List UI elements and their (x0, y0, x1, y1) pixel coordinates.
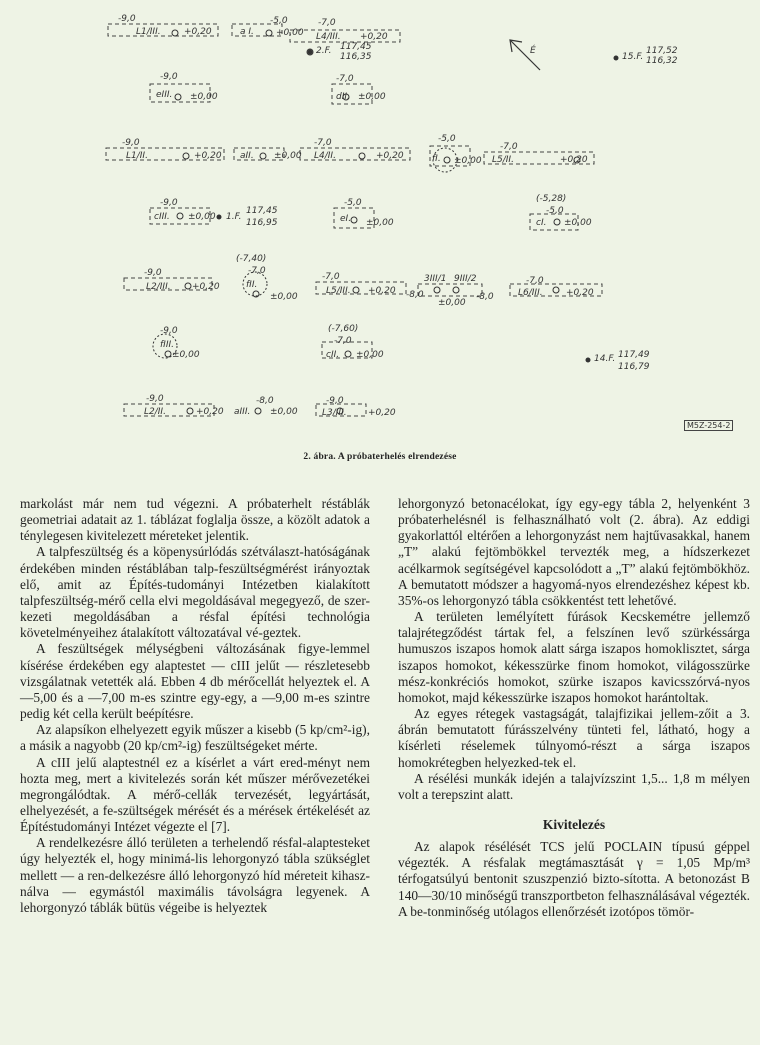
paragraph: A résélési munkák idején a talajvízszint 1,5... 1,8 m mélyen volt a terepszint alatt. (398, 770, 750, 802)
elev-label: -5,0 (344, 198, 362, 208)
paragraph: A cIII jelű alaptestnél ez a kísérlet a várt ered-ményt nem hozta meg, mert a kivitelezés során két műszer mérővezetékei megrongálódtak. A mérő-cellák tervezését, legyártását, elhelyezését, a fe-szültségek mérését és a mérések értékelését az Építéstudományi Intézet végezte el [7]. (20, 754, 370, 835)
elev-label: -9,0 (326, 396, 344, 406)
elev-label: -7,0 (314, 138, 332, 148)
plate-label: L2/II. (144, 407, 166, 417)
elev-label: ±0,00 (356, 350, 384, 360)
elev-label: -8,0 (406, 290, 424, 300)
plate-label: L2/III. (146, 282, 171, 292)
elev-label: +0,20 (360, 32, 388, 42)
paragraph: Az egyes rétegek vastagságát, talajfizikai jellem-zőit a 3. ábrán bemutatott fúrásszelvény tünteti fel, látható, hogy a kísérleti réselemek túlnyomó-részt a sárga iszapos homokrétegben helyezked-tek el. (398, 706, 750, 770)
figure-layout-plan (0, 0, 760, 440)
elev-label: +0,20 (368, 408, 396, 418)
elev-label: -7,0 (248, 266, 266, 276)
elev-label: -9,0 (118, 14, 136, 24)
elev-label: -7,0 (336, 74, 354, 84)
bore-elev: 116,35 (340, 52, 372, 62)
elev-label: -5,0 (438, 134, 456, 144)
elev-label: -7,0 (500, 142, 518, 152)
pile-label: dII. (336, 92, 350, 102)
paragraph: A területen lemélyített fúrások Kecskemétre jellemző talajrétegződést tártak fel, a felszínen levő szürkéssárga humuszos iszapos homok alatt sárga iszapos homoklisztet, sárga iszapos homokot, kékesszürke finom homokot, világosszürke mész-konkréciós homokot, szürke iszapos kavicsszórvá-nyos homokot, majd kékesszürke iszapos homokot harántoltak. (398, 609, 750, 705)
elev-label: -8,0 (256, 396, 274, 406)
elev-label: -9,0 (160, 326, 178, 336)
paragraph: A rendelkezésre álló területen a terhelendő résfal-alaptesteket úgy helyezték el, hogy minimá-lis lehorgonyzó tábla szükséglet mellett — a ren-delkezésre álló lehorgonyzó híd méreteit kihasz-nálva — egymástól maximális távolságra legyenek. A lehorgonyzó táblák bütüs végeibe is helyeztek (20, 835, 370, 915)
pile-label: eI. (340, 214, 352, 224)
pile-label: a I. (240, 27, 254, 37)
pile-label: 3III/1 (424, 274, 447, 284)
elev-label: +0,20 (368, 286, 396, 296)
elev-label: -9,0 (160, 198, 178, 208)
plate-label: L5/III. (326, 286, 351, 296)
paragraph: lehorgonyzó betonacélokat, így egy-egy tábla 2, helyenként 3 próbaterhelésnél is felhasználható volt (2. ábra). Az eddigi gyakorlattól eltérően a lehorgonyzást nem hajtűvasakkal, hanem „T” alakú fejtömbökkel tervezték meg, a hídszerkezet acélkarmok segítségével kapcsolódott a „T” alakú fejtömbökhöz. A bemutatott módszer a hagyomá-nyos elrendezéshez képest kb. 35%-os lehorgonyzó tábla csökkentést tett lehetővé. (398, 496, 750, 608)
elev-label: -7,0 (334, 336, 352, 346)
elev-label: ±0,00 (188, 212, 216, 222)
left-column (20, 496, 370, 916)
elev-label: -7,0 (322, 272, 340, 282)
elev-label: ±0,00 (270, 292, 298, 302)
elev-label: +0,20 (184, 27, 212, 37)
elev-label: ±0,00 (190, 92, 218, 102)
pile-label: fIII. (160, 340, 174, 350)
plate-label: L5/II. (492, 155, 514, 165)
paragraph: Az alapsíkon elhelyezett egyik műszer a kisebb (5 kp/cm²-ig), a másik a nagyobb (20 kp/cm²-ig) feszültségeket mérte. (20, 722, 370, 754)
paragraph: Az alapok résélését TCS jelű POCLAIN típusú géppel végezték. A résfalak megtámasztását γ = 1,05 Mp/m³ térfogatsúlyú bentonit szuszpenzió bizto-sította. A betonozást B 140—30/10 minőségű transzportbeton felhasználásával végezték. A be-tonminőség utólagos ellenőrzését izotópos tömör- (398, 839, 750, 919)
elev-label: +0,20 (560, 155, 588, 165)
pile-label: aIII. (234, 407, 251, 417)
bore-label: 15.F. (622, 52, 644, 62)
elev-label: ±0,00 (274, 151, 302, 161)
elev-label: (-7,40) (236, 254, 267, 264)
bore-elev: 116,32 (646, 56, 678, 66)
elev-label: -9,0 (144, 268, 162, 278)
elev-label: (-7,60) (328, 324, 359, 334)
elev-label: -9,0 (160, 72, 178, 82)
elev-label: +0,20 (196, 407, 224, 417)
bore-elev: 116,95 (246, 218, 278, 228)
bore-elev: 117,49 (618, 350, 650, 360)
pile-label: cI. (536, 218, 547, 228)
elev-label: ±0,00 (172, 350, 200, 360)
elev-label: -5,0 (546, 206, 564, 216)
bore-label: 1.F. (226, 212, 242, 222)
pile-label: eIII. (156, 90, 173, 100)
elev-label: -9,0 (122, 138, 140, 148)
bore-elev: 117,45 (246, 206, 278, 216)
plate-label: L6/III. (518, 288, 543, 298)
pile-label: aII. (240, 151, 254, 161)
right-column (398, 496, 750, 920)
elev-label: +0,00 (276, 28, 304, 38)
figure-code: M5Z-254-2 (684, 420, 733, 431)
plate-label: L4/III. (316, 32, 341, 42)
paragraph: A feszültségek mélységbeni változásának figye-lemmel kísérése érdekében egy alaptestet — cIII jelűt — részletesebb vizsgálatnak vetették alá. Ebben 4 db mérőcellát helyeztek el. A —5,00 és a —7,00 m-es szintre egy-egy, a —9,00 m-es szintre pedig két cella került beépítésre. (20, 641, 370, 722)
elev-label: -7,0 (526, 276, 544, 286)
elev-label: ±0,00 (438, 298, 466, 308)
pile-label: fI. (432, 154, 441, 164)
elev-label: -8,0 (476, 292, 494, 302)
elev-label: +0,20 (194, 151, 222, 161)
bore-label: 14.F. (594, 354, 616, 364)
elev-label: ±0,00 (454, 156, 482, 166)
elev-label: ±0,00 (270, 407, 298, 417)
north-label: É (530, 46, 536, 56)
bore-elev: 117,52 (646, 46, 678, 56)
elev-label: ±0,00 (366, 218, 394, 228)
plate-label: L3/III. (322, 408, 347, 418)
pile-label: cII. (326, 350, 340, 360)
pile-label: 9III/2 (454, 274, 477, 284)
bore-label: 2.F. (316, 46, 332, 56)
plate-label: L4/II. (314, 151, 336, 161)
elev-label: (-5,28) (536, 194, 567, 204)
elev-label: +0,20 (376, 151, 404, 161)
elev-label: +0,20 (192, 282, 220, 292)
elev-label: -7,0 (318, 18, 336, 28)
pile-label: fII. (246, 280, 258, 290)
figure-caption: 2. ábra. A próbaterhelés elrendezése (303, 452, 457, 462)
elev-label: +0,20 (566, 288, 594, 298)
plate-label: L1/II. (126, 151, 148, 161)
plate-label: L1/III. (136, 27, 161, 37)
paragraph: markolást már nem tud végezni. A próbaterhelt réstáblák geometriai adatait az 1. táblázat foglalja össze, a közölt adatok a ténylegesen kivitelezett méreteket jelentik. (20, 496, 370, 544)
elev-label: ±0,00 (358, 92, 386, 102)
paragraph: A talpfeszültség és a köpenysúrlódás szétválaszt-hatóságának érdekében minden réstáblában talp-feszültségmérést irányoztak elő, amit az Építés-tudományi Intézetben kialakított talpfeszültség-mérő cella elvi megoldásával megegyező, de szer-kezeti megoldásában a résfal építési technológia követelményeihez átalakított változatával vé-geztek. (20, 544, 370, 641)
pile-label: cIII. (154, 212, 170, 222)
elev-label: -5,0 (270, 16, 288, 26)
bore-elev: 116,79 (618, 362, 650, 372)
section-heading: Kivitelezés (542, 816, 606, 832)
elev-label: -9,0 (146, 394, 164, 404)
bore-elev: 117,45 (340, 42, 372, 52)
elev-label: ±0,00 (564, 218, 592, 228)
